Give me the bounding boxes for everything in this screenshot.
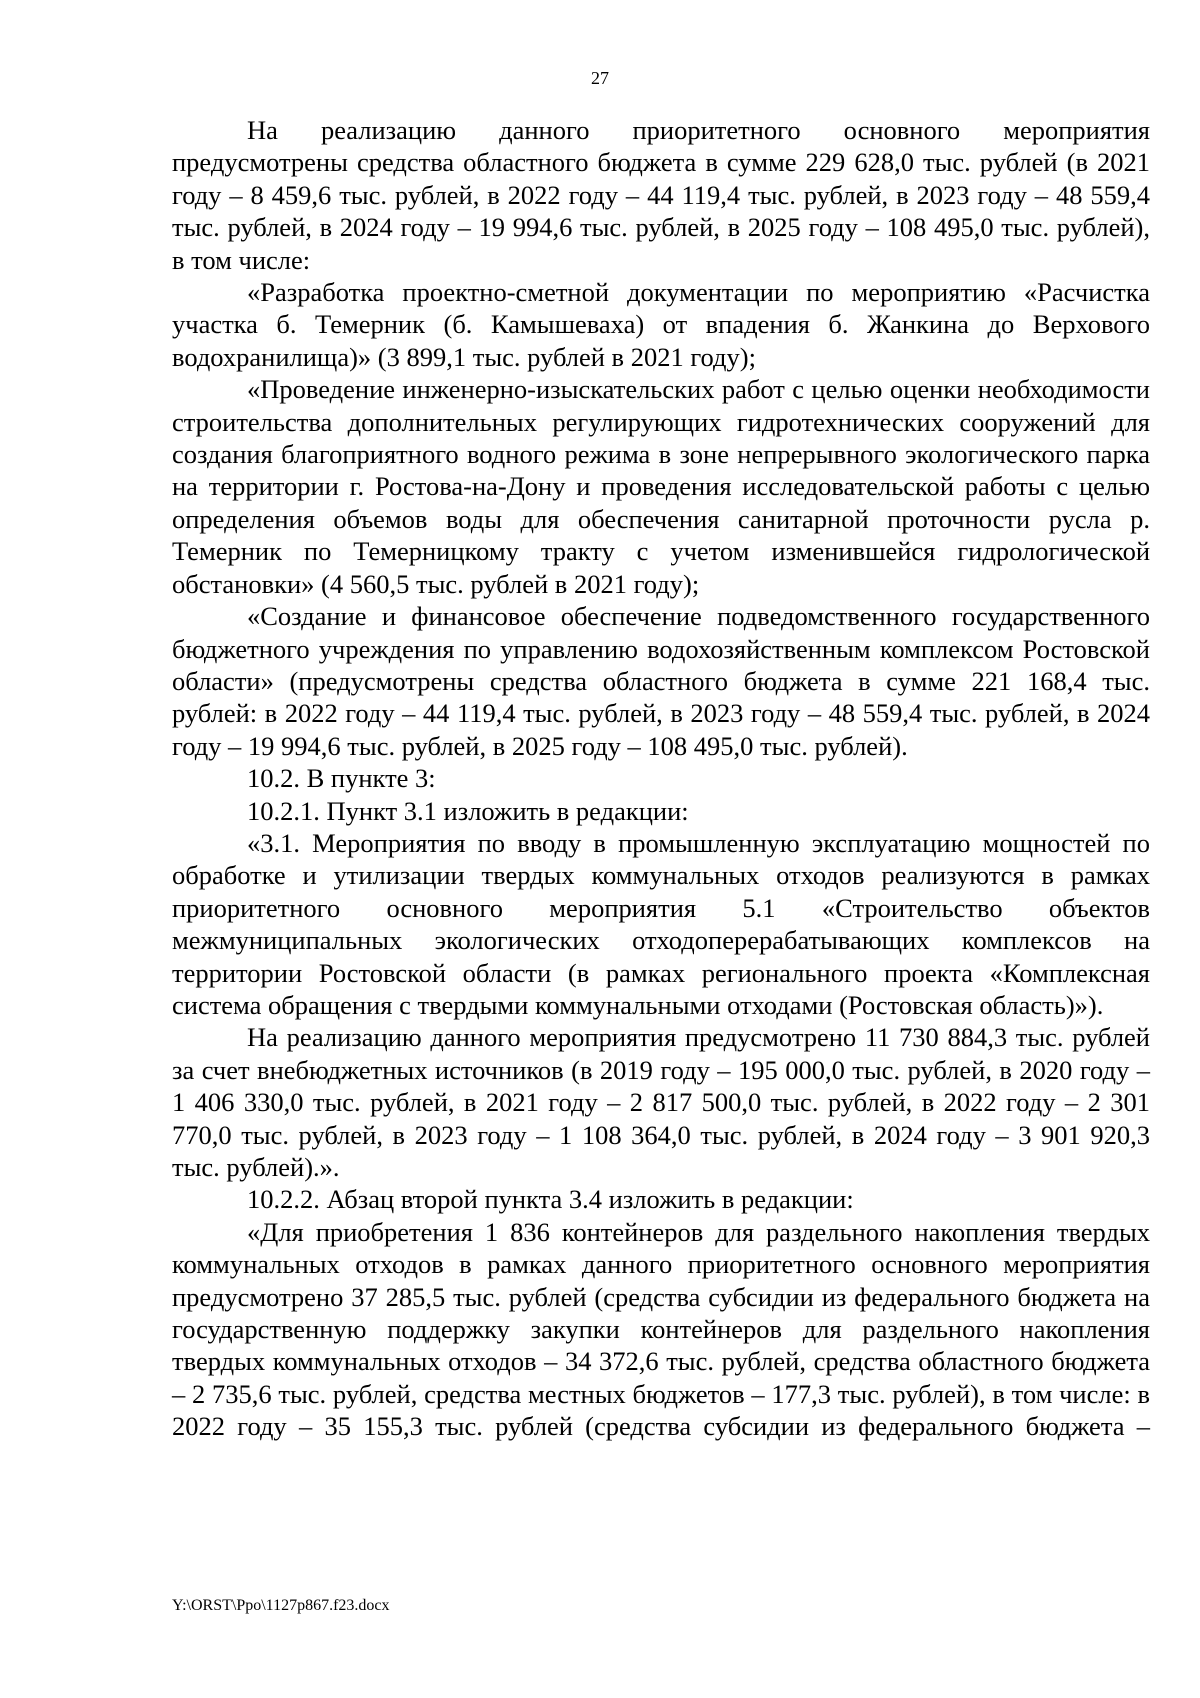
- paragraph: «Разработка проектно-сметной документации по мероприятию «Расчистка участка б. Темерник (б. Камышеваха) от впадения б. Жанкина до Верхового водохранилища)» (3 899,1 тыс. рублей в 2021 году);: [172, 277, 1150, 372]
- paragraph: 10.2.1. Пункт 3.1 изложить в редакции:: [247, 795, 689, 826]
- paragraph: 10.2. В пункте 3:: [247, 763, 436, 794]
- document-body: [172, 114, 1150, 1443]
- page-number: 27: [591, 68, 609, 88]
- paragraph: «Создание и финансовое обеспечение подведомственного государственного бюджетного учреждения по управлению водохозяйственным комплексом Ростовской области» (предусмотрены средства областного бюджета в сумме 221 168,4 тыс. рублей: в 2022 году – 44 119,4 тыс. рублей, в 2023 году – 48 559,4 тыс. рублей, в 2024 году – 19 994,6 тыс. рублей, в 2025 году – 108 495,0 тыс. рублей).: [172, 601, 1150, 761]
- file-path-footer: Y:\ORST\Ppo\1127p867.f23.docx: [172, 1597, 390, 1614]
- paragraph: «Для приобретения 1 836 контейнеров для раздельного накопления твердых коммунальных отходов в рамках данного приоритетного основного мероприятия предусмотрено 37 285,5 тыс. рублей (средства субсидии из федерального бюджета на государственную поддержку закупки контейнеров для раздельного накопления твердых коммунальных отходов – 34 372,6 тыс. рублей, средства областного бюджета – 2 735,6 тыс. рублей, средства местных бюджетов – 177,3 тыс. рублей), в том числе: в 2022 году – 35 155,3 тыс. рублей (средства субсидии из федерального бюджета –: [172, 1216, 1150, 1442]
- paragraph: 10.2.2. Абзац второй пункта 3.4 изложить в редакции:: [247, 1184, 854, 1215]
- paragraph: «Проведение инженерно-изыскательских работ с целью оценки необходимости строительства дополнительных регулирующих гидротехнических сооружений для создания благоприятного водного режима в зоне непрерывного экологического парка на территории г. Ростова-на-Дону и проведения исследовательской работы с целью определения объемов воды для обеспечения санитарной проточности русла р. Темерник по Темерницкому тракту с учетом изменившейся гидрологической обстановки» (4 560,5 тыс. рублей в 2021 году);: [172, 374, 1150, 599]
- paragraph: На реализацию данного приоритетного основного мероприятия предусмотрены средства областного бюджета в сумме 229 628,0 тыс. рублей (в 2021 году – 8 459,6 тыс. рублей, в 2022 году – 44 119,4 тыс. рублей, в 2023 году – 48 559,4 тыс. рублей, в 2024 году – 19 994,6 тыс. рублей, в 2025 году – 108 495,0 тыс. рублей), в том числе:: [172, 115, 1150, 275]
- paragraph: «3.1. Мероприятия по вводу в промышленную эксплуатацию мощностей по обработке и утилизации твердых коммунальных отходов реализуются в рамках приоритетного основного мероприятия 5.1 «Строительство объектов межмуниципальных экологических отходоперерабатывающих комплексов на территории Ростовской области (в рамках регионального проекта «Комплексная система обращения с твердыми коммунальными отходами (Ростовская область)»).: [172, 827, 1150, 1020]
- paragraph: На реализацию данного мероприятия предусмотрено 11 730 884,3 тыс. рублей за счет внебюджетных источников (в 2019 году – 195 000,0 тыс. рублей, в 2020 году – 1 406 330,0 тыс. рублей, в 2021 году – 2 817 500,0 тыс. рублей, в 2022 году – 2 301 770,0 тыс. рублей, в 2023 году – 1 108 364,0 тыс. рублей, в 2024 году – 3 901 920,3 тыс. рублей).».: [172, 1022, 1150, 1182]
